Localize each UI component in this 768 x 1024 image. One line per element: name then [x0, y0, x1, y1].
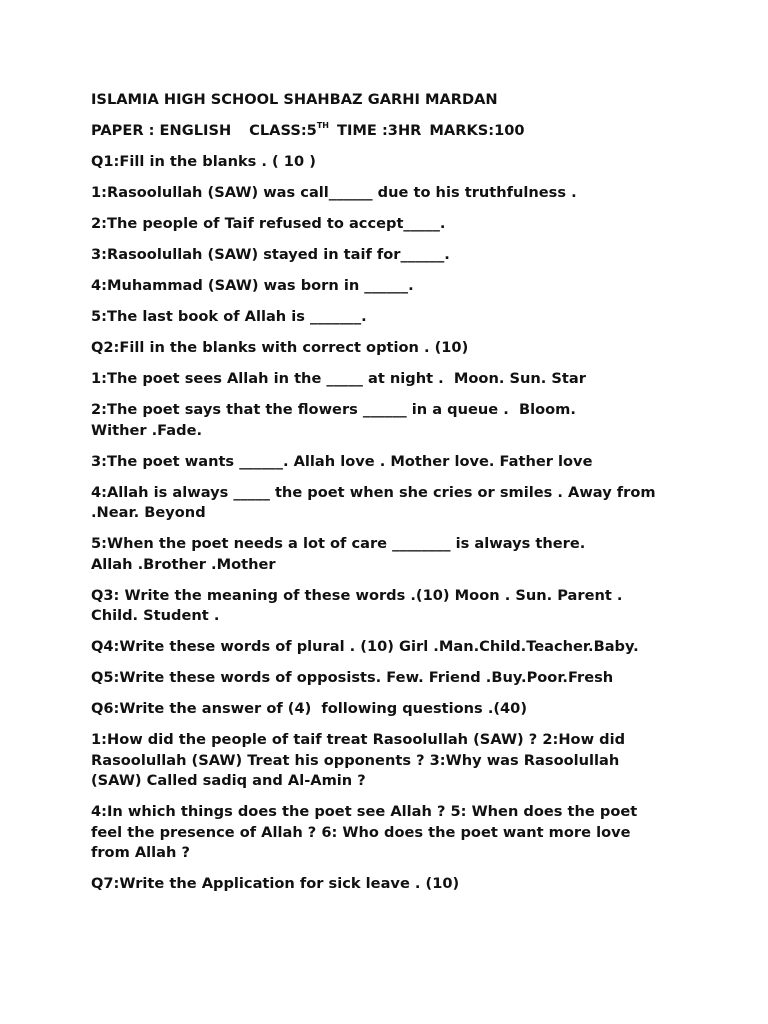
school-title: ISLAMIA HIGH SCHOOL SHAHBAZ GARHI MARDAN [91, 91, 498, 108]
q1-item-4: 4:Muhammad (SAW) was born in ______. [91, 277, 414, 294]
q1-heading: Q1:Fill in the blanks . ( 10 ) [91, 153, 316, 170]
q1-item-5: 5:The last book of Allah is _______. [91, 308, 367, 325]
q2-item-5: 5:When the poet needs a lot of care ________ is always there. Allah .Brother .Mother [91, 535, 586, 573]
exam-paper [91, 90, 691, 905]
q6-items-4-6: 4:In which things does the poet see Allah ? 5: When does the poet feel the presence of Allah ? 6: Who does the poet want more love from Allah ? [91, 803, 638, 861]
paper-marks: MARKS:100 [429, 122, 525, 139]
q1-item-3: 3:Rasoolullah (SAW) stayed in taif for______. [91, 246, 450, 263]
q1-item-2: 2:The people of Taif refused to accept_____. [91, 215, 446, 232]
q2-heading: Q2:Fill in the blanks with correct option . (10) [91, 339, 469, 356]
paper-info-line [91, 121, 691, 142]
q2-item-2: 2:The poet says that the flowers ______ in a queue . Bloom. Wither .Fade. [91, 401, 576, 439]
paper-class: CLASS:5 [249, 122, 317, 139]
q6-heading: Q6:Write the answer of (4) following questions .(40) [91, 700, 528, 717]
q2-item-1: 1:The poet sees Allah in the _____ at night . Moon. Sun. Star [91, 370, 586, 387]
q2-item-3: 3:The poet wants ______. Allah love . Mother love. Father love [91, 452, 593, 470]
paper-time: TIME :3HR [337, 122, 422, 139]
q4-question: Q4:Write these words of plural . (10) Girl .Man.Child.Teacher.Baby. [91, 638, 639, 655]
q6-items-1-3: 1:How did the people of taif treat Rasoolullah (SAW) ? 2:How did Rasoolullah (SAW) Treat his opponents ? 3:Why was Rasoolullah (SAW) Called sadiq and Al-Amin ? [91, 731, 626, 789]
q3-question: Q3: Write the meaning of these words .(10) Moon . Sun. Parent . Child. Student . [91, 586, 623, 624]
q5-question: Q5:Write these words of opposists. Few. Friend .Buy.Poor.Fresh [91, 669, 614, 686]
q2-item-4: 4:Allah is always _____ the poet when she cries or smiles . Away from .Near. Beyond [91, 483, 656, 521]
paper-subject: PAPER : ENGLISH [91, 122, 232, 139]
q7-question: Q7:Write the Application for sick leave . (10) [91, 875, 460, 892]
paper-class-suffix: TH [316, 121, 329, 131]
q1-item-1: 1:Rasoolullah (SAW) was call______ due to his truthfulness . [91, 184, 577, 201]
